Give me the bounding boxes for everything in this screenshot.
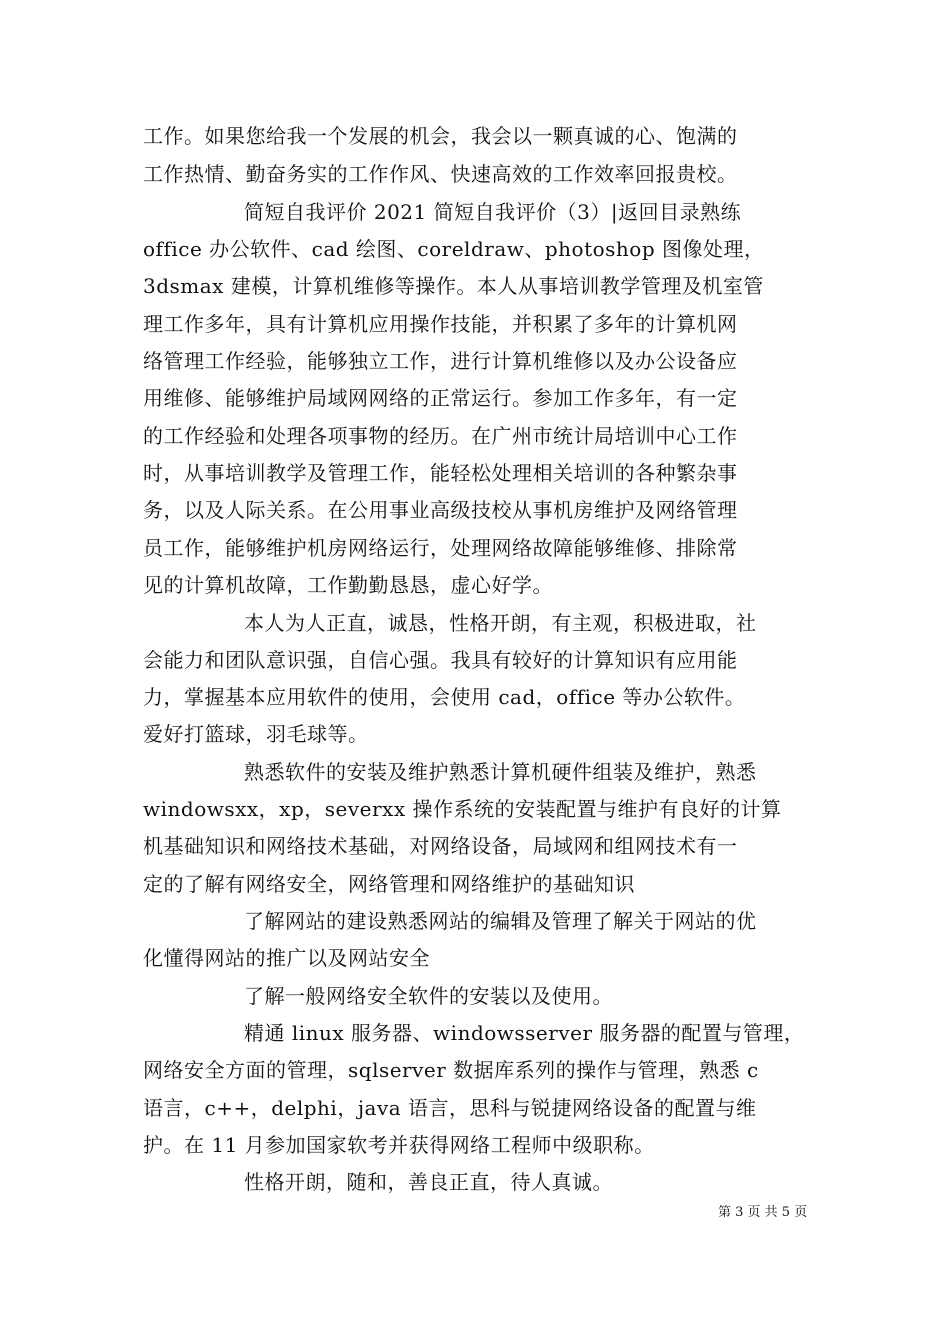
body-text-line: 工作。如果您给我一个发展的机会，我会以一颗真诚的心、饱满的 (143, 124, 738, 148)
body-text-line: office 办公软件、cad 绘图、coreldraw、photoshop 图像处理， (143, 237, 765, 261)
body-text-line: 用维修、能够维护局域网网络的正常运行。参加工作多年，有一定 (143, 386, 738, 410)
paragraph-start-line: 熟悉软件的安装及维护熟悉计算机硬件组装及维护，熟悉 (244, 760, 757, 784)
body-text-line: 语言，c++，delphi，java 语言，思科与锐捷网络设备的配置与维 (143, 1096, 757, 1120)
body-text-line: 理工作多年，具有计算机应用操作技能，并积累了多年的计算机网 (143, 312, 738, 336)
paragraph-start-line: 精通 linux 服务器、windowsserver 服务器的配置与管理， (244, 1021, 805, 1045)
body-text-line: 工作热情、勤奋务实的工作作风、快速高效的工作效率回报贵校。 (143, 162, 738, 186)
page-number-footer: 第 3 页 共 5 页 (718, 1205, 808, 1220)
body-text-line: 的工作经验和处理各项事物的经历。在广州市统计局培训中心工作 (143, 424, 738, 448)
body-text-line: 爱好打篮球，羽毛球等。 (143, 722, 369, 746)
body-text-line: 3dsmax 建模，计算机维修等操作。本人从事培训教学管理及机室管 (143, 274, 764, 298)
body-text-line: 务，以及人际关系。在公用事业高级技校从事机房维护及网络管理 (143, 498, 738, 522)
body-text-line: 护。在 11 月参加国家软考并获得网络工程师中级职称。 (143, 1133, 655, 1157)
body-text-line: 络管理工作经验，能够独立工作，进行计算机维修以及办公设备应 (143, 349, 738, 373)
body-text-line: 机基础知识和网络技术基础，对网络设备，局域网和组网技术有一 (143, 834, 738, 858)
body-text-line: 定的了解有网络安全，网络管理和网络维护的基础知识 (143, 872, 635, 896)
paragraph-start-line: 了解一般网络安全软件的安装以及使用。 (244, 984, 613, 1008)
paragraph-start-line: 本人为人正直，诚恳，性格开朗，有主观，积极进取，社 (244, 611, 757, 635)
body-text-line: 化懂得网站的推广以及网站安全 (143, 946, 430, 970)
body-text-line: 网络安全方面的管理，sqlserver 数据库系列的操作与管理，熟悉 c (143, 1058, 759, 1082)
body-text-line: 力，掌握基本应用软件的使用，会使用 cad，office 等办公软件。 (143, 685, 746, 709)
body-text-line: 会能力和团队意识强，自信心强。我具有较好的计算知识有应用能 (143, 648, 738, 672)
body-text-line: 见的计算机故障，工作勤勤恳恳，虚心好学。 (143, 573, 553, 597)
paragraph-start-line: 性格开朗，随和，善良正直，待人真诚。 (244, 1170, 613, 1194)
body-text-line: 员工作，能够维护机房网络运行，处理网络故障能够维修、排除常 (143, 536, 738, 560)
body-text-line: 时，从事培训教学及管理工作，能轻松处理相关培训的各种繁杂事 (143, 461, 738, 485)
body-text-line: windowsxx，xp，severxx 操作系统的安装配置与维护有良好的计算 (143, 797, 782, 821)
section-heading-line: 简短自我评价 2021 简短自我评价（3）|返回目录熟练 (244, 200, 742, 224)
paragraph-start-line: 了解网站的建设熟悉网站的编辑及管理了解关于网站的优 (244, 909, 757, 933)
